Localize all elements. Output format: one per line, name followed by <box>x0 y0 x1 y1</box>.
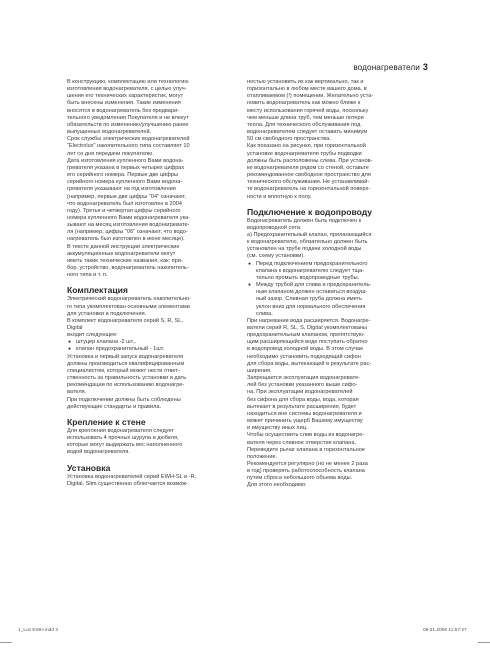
paragraph: Как показано на рисунке, при горизонтальной установке водонагревателя трубы подводки должны быть расположены слева. При установ- ке водонагревателя рядом со стеной, оставьте рекомендованное свободное пространство для технического обслуживания. Не устанавливай- те водонагреватель на горизонтальной поверх- ности и вплотную к полу. <box>247 143 373 200</box>
paragraph: Установка и первый запуск водонагревателя должны производиться квалифицированным специалистом, который может нести ответ- ственность за правильность установки и дать рекомендации по использованию водонагре- вателя. <box>67 353 187 396</box>
footer-file-info: 1_Lux EWH.indd 3 <box>18 628 58 633</box>
paragraph: Дата изготовления купленного Вами водона- гревателя указана в первых четырех цифрах его серийного номера. Первые две цифры серийного номера купленного Вами водона- гревателя указывают на год изготовления (например, первые две цифры "04" означают, что водонагреватель был изготовлен в 2004 году). Третья и четвертая цифры серийного номера купленного Вами водонагревателя ука- зывают на месяц изготовления водонагревате- ля (например, цифры "06" означают, что водо- нагреватель был изготовлен в июне месяце). <box>67 157 191 243</box>
paragraph: При нагревании вода расширяется. Водонагре- ватели серий R, SL, S, Digital укомплектованы предохранительным клапаном, препятствую- щим расширяющейся воде поступать обратно в водопровод холодной воды. В этом случае необходимо установить подходящий сифон для сбора воды, вытекающей в результате рас- ширения. <box>247 317 372 374</box>
bullet-item: ● Перед подключением предохранительного клапана к водонагревателю следует тща- тельно промыть водопроводные трубы. <box>247 261 423 282</box>
page-header <box>353 62 428 72</box>
paragraph: a) Предохранительный клапан, прилагающийся к водонагревателю, обязательно должен быть установлен на трубе подачи холодной воды (см. схему установки). <box>247 231 372 260</box>
bullet-item: ● клапан предохранительный - 1шт. <box>67 346 243 353</box>
paragraph: При подключении должны быть соблюдены действующие стандарты и правила. <box>67 396 181 410</box>
paragraph: В конструкцию, комплектацию или технологию изготовления водонагревателя, с целью улуч- шения его технических характеристик, могут быть внесены изменения. Такие изменения вносятся в водонагреватель без предвари- тельного уведомления Покупателя и не влекут обязательств по изменению/улучшению ранее выпущенных водонагревателей. <box>67 79 189 136</box>
right-column <box>247 79 423 490</box>
bullet-item: ● Между трубой для слива и предохранитель- ным клапаном должен оставаться воздуш- ный зазор. Сливная труба должна иметь уклон вниз для нормального обеспечения слива. <box>247 282 423 318</box>
section-heading: Установка <box>67 462 111 473</box>
paragraph: ностью установить их как вертикально, так и горизонтально в любом месте вашего дома, в отапливаемом (!) помещении. Желательно уста- новить водонагреватель как можно ближе к месту использования горячей воды, поскольку чем меньше длина труб, тем меньше потери тепла. Для технического обслуживания под водонагревателем следует оставить минимум 50 см свободного пространства. <box>247 79 374 143</box>
paragraph: Рекомендуется регулярно (но не менее 2 раза в год) проверять работоспособность клапана путем сброса небольшого объема воды. <box>247 460 368 482</box>
header-title: водонагреватели <box>353 63 420 72</box>
page-number: 3 <box>422 62 428 72</box>
paragraph: Установка водонагревателей серий EWH-SL и -R, Digital, Slim существенно облегчается возмож- <box>67 473 197 487</box>
left-column <box>67 79 243 488</box>
paragraph: Для крепления водонагревателя следует использовать 4 прочных шурупа и дюбеля, которые могут выдержать вес наполненного водой водонагревателя. <box>67 427 183 456</box>
paragraph: Срок службы электрических водонагревателей "Electrolux" накопительного типа составляет 10 лет со дня передачи покупателю. <box>67 136 190 157</box>
paragraph: Запрещается эксплуатация водонагревате- лей без установки указанного выше сифо- на. При эксплуатации водонагревателей без сифона для сбора воды, вода, которая вытекает в результате расширения, будет находиться вне системы водонагревателя и может причинить ущерб Вашему имуществу и имуществу иных лиц. <box>247 375 363 432</box>
section-heading: Крепление к стене <box>67 416 146 427</box>
paragraph: В комплект водонагревателя серий S, R, SL, Digital <box>67 317 183 331</box>
bullet-list <box>67 339 243 353</box>
bullet-item: ● штуцер клапана -2 шт., <box>67 339 243 346</box>
paragraph: Водонагреватель должен быть подключен к водопроводной сети. <box>247 217 362 231</box>
bullet-list <box>247 261 423 318</box>
footer-timestamp: 09.01.2008 11:57:27 <box>423 628 467 633</box>
crop-mark <box>0 642 12 643</box>
crop-mark <box>478 642 490 643</box>
section-heading: Комплектация <box>67 285 128 296</box>
section-heading: Подключение к водопроводу <box>247 206 373 217</box>
paragraph: В тексте данной инструкции электрические аккумуляционные водонагреватели могут иметь такие технические названия, как: при- бор, устройство, водонагреватель накопитель- ного типа и т. п. <box>67 243 189 279</box>
paragraph: Электрический водонагреватель накопительно- го типа укомплектован основными элементами для установки и подключения. <box>67 296 192 317</box>
paragraph: Для этого необходимо: <box>247 482 307 489</box>
paragraph: Чтобы осуществить слив воды из водонагре- вателя через сливное отверстие клапана, Переведите рычаг клапана в горизонтальное положение. <box>247 432 365 460</box>
paragraph: входит следующее: <box>67 332 118 339</box>
